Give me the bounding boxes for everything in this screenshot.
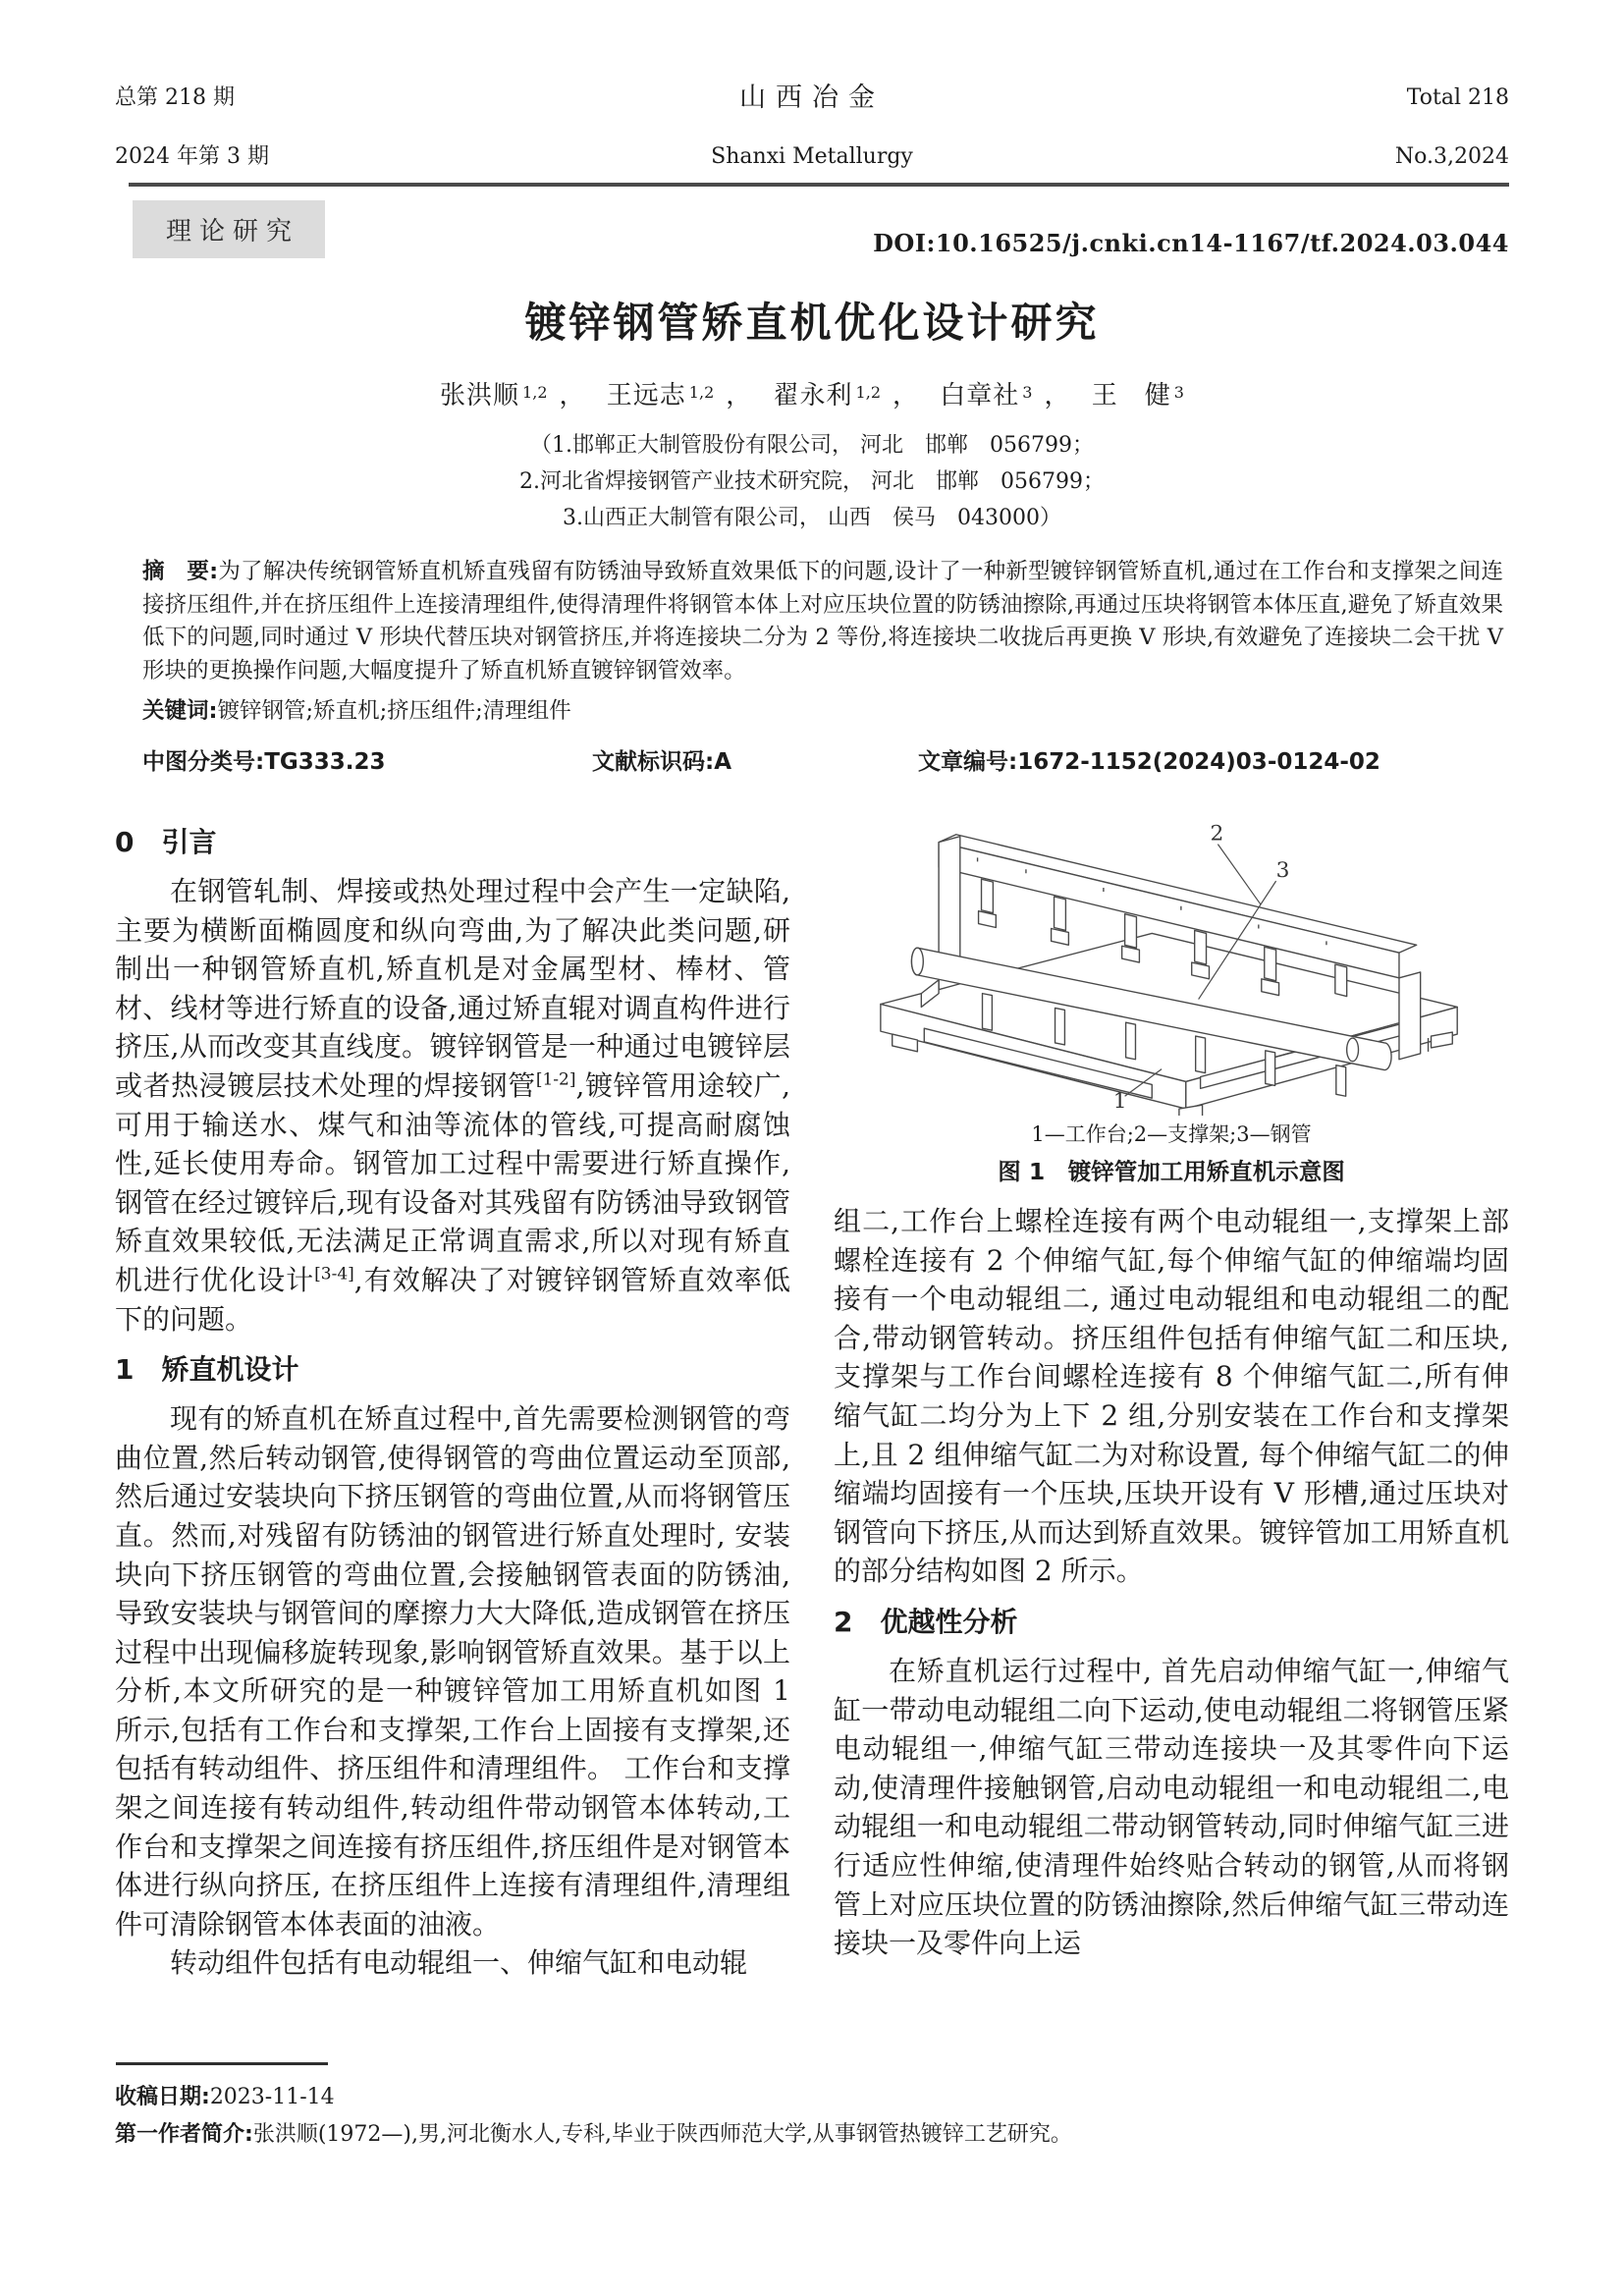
pipe-coupling — [1347, 1038, 1359, 1062]
author-affil-sup: 3 — [1022, 383, 1033, 402]
badge-doi-row — [133, 200, 1509, 257]
paragraph: 现有的矫直机在矫直过程中,首先需要检测钢管的弯曲位置,然后转动钢管,使得钢管的弯曲位置运动至顶部, 然后通过安装块向下挤压钢管的弯曲位置,从而将钢管压直。然而,对残留有防锈油的钢管进行矫直处理时, 安装块向下挤压钢管的弯曲位置,会接触钢管表面的防锈油,导致安装块与钢管间的摩擦力大大降低,造成钢管在挤压过程中出现偏移旋转现象,影响钢管矫直效果。基于以上分析,本文所研究的是一种镀锌管加工用矫直机如图 1 所示,包括有工作台和支撑架,工作台上固接有支撑架,还包括有转动组件、挤压组件和清理组件。 工作台和支撑架之间连接有转动组件,转动组件带动钢管本体转动,工作台和支撑架之间连接有挤压组件,挤压组件是对钢管本体进行纵向挤压, 在挤压组件上连接有清理组件,清理组件可清除钢管本体表面的油液。 — [115, 1402, 790, 1941]
first-author-bio-row — [115, 2116, 1509, 2154]
author: 王 健 $^3$ — [1091, 381, 1184, 410]
paragraph: 转动组件包括有电动辊组一、伸缩气缸和电动辊 — [170, 1946, 748, 1980]
straightener-machine-drawing — [867, 815, 1476, 1116]
journal-header — [115, 82, 1509, 169]
issue-total-en: Total 218 — [1406, 85, 1509, 110]
first-author-bio-label: 第一作者简介: — [115, 2122, 253, 2147]
section-heading-design: 1 矫直机设计 — [115, 1353, 299, 1387]
header-issue-en — [1215, 86, 1509, 169]
footnote-rule — [116, 2062, 328, 2065]
author-separator: ， — [726, 381, 753, 410]
affiliation-line: （1.邯郸正大制管股份有限公司， 河北 邯郸 056799； — [530, 433, 1094, 458]
footnote-block — [115, 2062, 1509, 2154]
header-issue-cn — [115, 86, 409, 169]
author-separator: ， — [893, 381, 920, 410]
affiliation-block — [115, 427, 1509, 536]
paragraph: 在钢管轧制、焊接或热处理过程中会产生一定缺陷,主要为横断面椭圆度和纵向弯曲,为了解决此类问题,研制出一种钢管矫直机,矫直机是对金属型材、棒材、管材、线材等进行矫直的设备,通过矫直辊对调直构件进行挤压,从而改变其直线度。镀锌钢管是一种通过电镀锌层或者热浸镀层技术处理的焊接钢管[1-2],镀锌管用途较广,可用于输送水、煤气和油等流体的管线,可提高耐腐蚀性,延长使用寿命。钢管加工过程中需要进行矫直操作,钢管在经过镀锌后,现有设备对其残留有防锈油导致钢管矫直效果较低,无法满足正常调直需求,所以对现有矫直机进行优化设计[3-4],有效解决了对镀锌钢管矫直效率低下的问题。 — [115, 875, 790, 1336]
issue-year-cn: 2024 年第 3 期 — [115, 144, 269, 169]
author-affil-sup: 1,2 — [522, 383, 548, 402]
body-columns — [115, 811, 1509, 2041]
author: 王远志 $^{1,2}$ — [606, 381, 715, 410]
figure-label-3: 3 — [1275, 858, 1290, 884]
affiliation-line: 2.河北省焊接钢管产业技术研究院， 河北 邯郸 056799； — [519, 469, 1105, 494]
author-line — [115, 375, 1509, 411]
header-rule — [129, 183, 1509, 187]
doi-text: DOI:10.16525/j.cnki.cn14-1167/tf.2024.03.044 — [873, 229, 1509, 257]
affiliation-line: 3.山西正大制管有限公司， 山西 侯马 043000） — [563, 506, 1061, 530]
abstract-block — [142, 556, 1503, 687]
keywords-text: 镀锌钢管;矫直机;挤压组件;清理组件 — [217, 698, 571, 724]
author-separator: ， — [1044, 381, 1071, 410]
first-author-bio-value: 张洪顺(1972—),男,河北衡水人,专科,毕业于陕西师范大学,从事钢管热镀锌工艺研究。 — [252, 2122, 1072, 2147]
paragraph-continuation: 组二,工作台上螺栓连接有两个电动辊组一,支撑架上部螺栓连接有 2 个伸缩气缸,每个伸缩气缸的伸缩端均固接有一个电动辊组二, 通过电动辊组和电动辊组二的配合,带动钢管转动。挤压组件包括有伸缩气缸二和压块, 支撑架与工作台间螺栓连接有 8 个伸缩气缸二,所有伸缩气缸二均分为上下 2 组,分别安装在工作台和支撑架上,且 2 组伸缩气缸二为对称设置, 每个伸缩气缸二的伸缩端均固接有一个压块,压块开设有 V 形槽,通过压块对钢管向下挤压,从而达到矫直效果。镀锌管加工用矫直机的部分结构如图 2 所示。 — [834, 1205, 1509, 1588]
received-date-label: 收稿日期: — [115, 2085, 210, 2109]
figure-label-2: 2 — [1210, 821, 1224, 847]
right-column — [834, 811, 1509, 2041]
figure-caption: 图 1 镀锌管加工用矫直机示意图 — [998, 1158, 1345, 1185]
author: 白章社 $^3$ — [940, 381, 1033, 410]
figure-legend: 1—工作台;2—支撑架;3—钢管 — [1031, 1122, 1312, 1146]
clc-row — [142, 743, 1503, 776]
section-heading-advantage: 2 优越性分析 — [834, 1605, 1018, 1638]
clc-article-number: 文章编号:1672-1152(2024)03-0124-02 — [918, 749, 1380, 775]
column-badge: 理论研究 — [133, 200, 325, 258]
figure-1 — [834, 815, 1509, 1188]
issue-no-en: No.3,2024 — [1394, 144, 1509, 169]
left-column — [115, 811, 790, 2041]
paragraph: 在矫直机运行过程中, 首先启动伸缩气缸一,伸缩气缸一带动电动辊组二向下运动,使电动辊组二将钢管压紧电动辊组一,伸缩气缸三带动连接块一及其零件向下运动,使清理件接触钢管,启动电动辊组一和电动辊组二,电动辊组一和电动辊组二带动钢管转动,同时伸缩气缸三进行适应性伸缩,使清理件始终贴合转动的钢管,从而将钢管上对应压块位置的防锈油擦除,然后伸缩气缸三带动连接块一及零件向上运 — [834, 1654, 1509, 1960]
journal-name-cn: 山西冶金 — [739, 82, 885, 113]
figure-label-1: 1 — [1112, 1089, 1127, 1115]
author-affil-sup: 3 — [1173, 383, 1184, 402]
section-heading-intro: 0 引言 — [115, 826, 217, 858]
header-journal-name — [409, 82, 1215, 169]
journal-name-en: Shanxi Metallurgy — [711, 144, 913, 169]
clc-class-number: 中图分类号:TG333.23 — [142, 749, 386, 775]
author-affil-sup: 1,2 — [688, 383, 715, 402]
clc-document-code: 文献标识码:A — [592, 749, 731, 775]
received-date-row — [115, 2079, 1509, 2116]
author-affil-sup: 1,2 — [855, 383, 881, 402]
abstract-label: 摘 要: — [142, 559, 219, 584]
abstract-text: 为了解决传统钢管矫直机矫直残留有防锈油导致矫直效果低下的问题,设计了一种新型镀锌钢管矫直机,通过在工作台和支撑架之间连接挤压组件,并在挤压组件上连接清理组件,使得清理件将钢管本体上对应压块位置的防锈油擦除,再通过压块将钢管本体压直,避免了矫直效果低下的问题,同时通过 V 形块代替压块对钢管挤压,并将连接块二分为 2 等份,将连接块二收拢后再更换 V 形块,有效避免了连接块二会干扰 V 形块的更换操作问题,大幅度提升了矫直机矫直镀锌钢管效率。 — [142, 559, 1504, 683]
page-title: 镀锌钢管矫直机优化设计研究 — [524, 299, 1100, 347]
author-separator: ， — [559, 381, 586, 410]
keywords-block — [142, 695, 1503, 728]
issue-total-cn: 总第 218 期 — [115, 85, 235, 110]
keywords-label: 关键词: — [142, 698, 218, 724]
author: 张洪顺 $^{1,2}$ — [440, 381, 548, 410]
received-date-value: 2023-11-14 — [209, 2085, 335, 2109]
author: 翟永利 $^{1,2}$ — [773, 381, 881, 410]
